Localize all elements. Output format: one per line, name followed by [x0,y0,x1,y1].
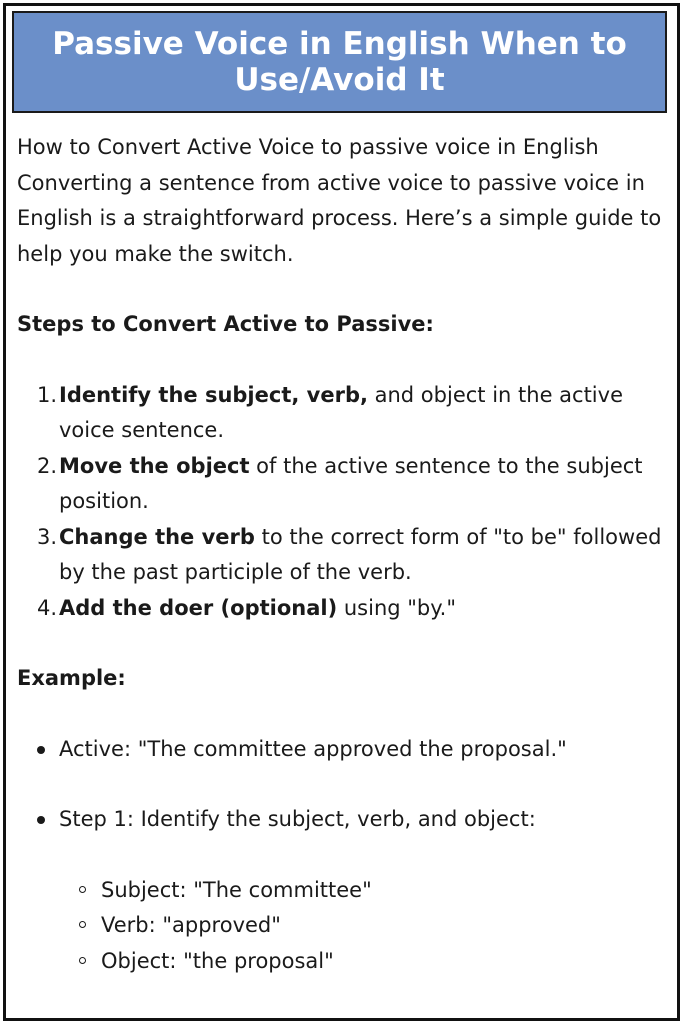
steps-heading: Steps to Convert Active to Passive: [17,312,434,336]
step-text: and object in the active voice sentence. [59,382,623,442]
list-item [17,873,672,909]
step-number: 4. [37,595,58,620]
example-sub-list [17,873,672,980]
hollow-bullet-icon [79,886,86,893]
list-item [17,908,672,944]
page-frame [3,3,680,1021]
article-body [17,130,672,979]
step-number: 3. [37,524,58,549]
bullet-text: Active: "The committee approved the proposal." [59,736,567,761]
list-spacer [17,767,672,802]
example-heading: Example: [17,666,126,690]
list-item [17,802,672,838]
step-bold-text: Add the doer (optional) [59,595,338,620]
step-item [17,520,672,591]
step-bold-text: Identify the subject, verb, [59,382,368,407]
bullet-icon [37,746,45,754]
step-item [17,591,672,627]
hollow-bullet-icon [79,957,86,964]
step-text: to the correct form of "to be" followed by the past participle of the verb. [59,524,662,584]
list-item [17,732,672,768]
sub-bullet-text: Verb: "approved" [101,913,281,937]
step-item [17,378,672,449]
title-banner [12,11,667,113]
step-bold-text: Change the verb [59,524,255,549]
step-item [17,449,672,520]
hollow-bullet-icon [79,921,86,928]
page-title: Passive Voice in English When to Use/Avoid It [52,26,627,98]
list-item [17,944,672,980]
intro-paragraph: How to Convert Active Voice to passive voice in English Converting a sentence from active voice to passive voice in English is a straightforward process. Here’s a simple guide to help you make the switch. [17,135,662,266]
bullet-text: Step 1: Identify the subject, verb, and object: [59,807,536,831]
step-text: of the active sentence to the subject position. [59,453,643,513]
bullet-icon [37,816,45,824]
sub-bullet-text: Object: "the proposal" [101,948,334,973]
step-text: using "by." [337,595,457,620]
steps-list [17,378,672,627]
step-number: 2. [37,453,58,478]
step-number: 1. [37,382,58,407]
example-list [17,732,672,838]
step-bold-text: Move the object [59,453,250,478]
sub-bullet-text: Subject: "The committee" [101,877,372,902]
